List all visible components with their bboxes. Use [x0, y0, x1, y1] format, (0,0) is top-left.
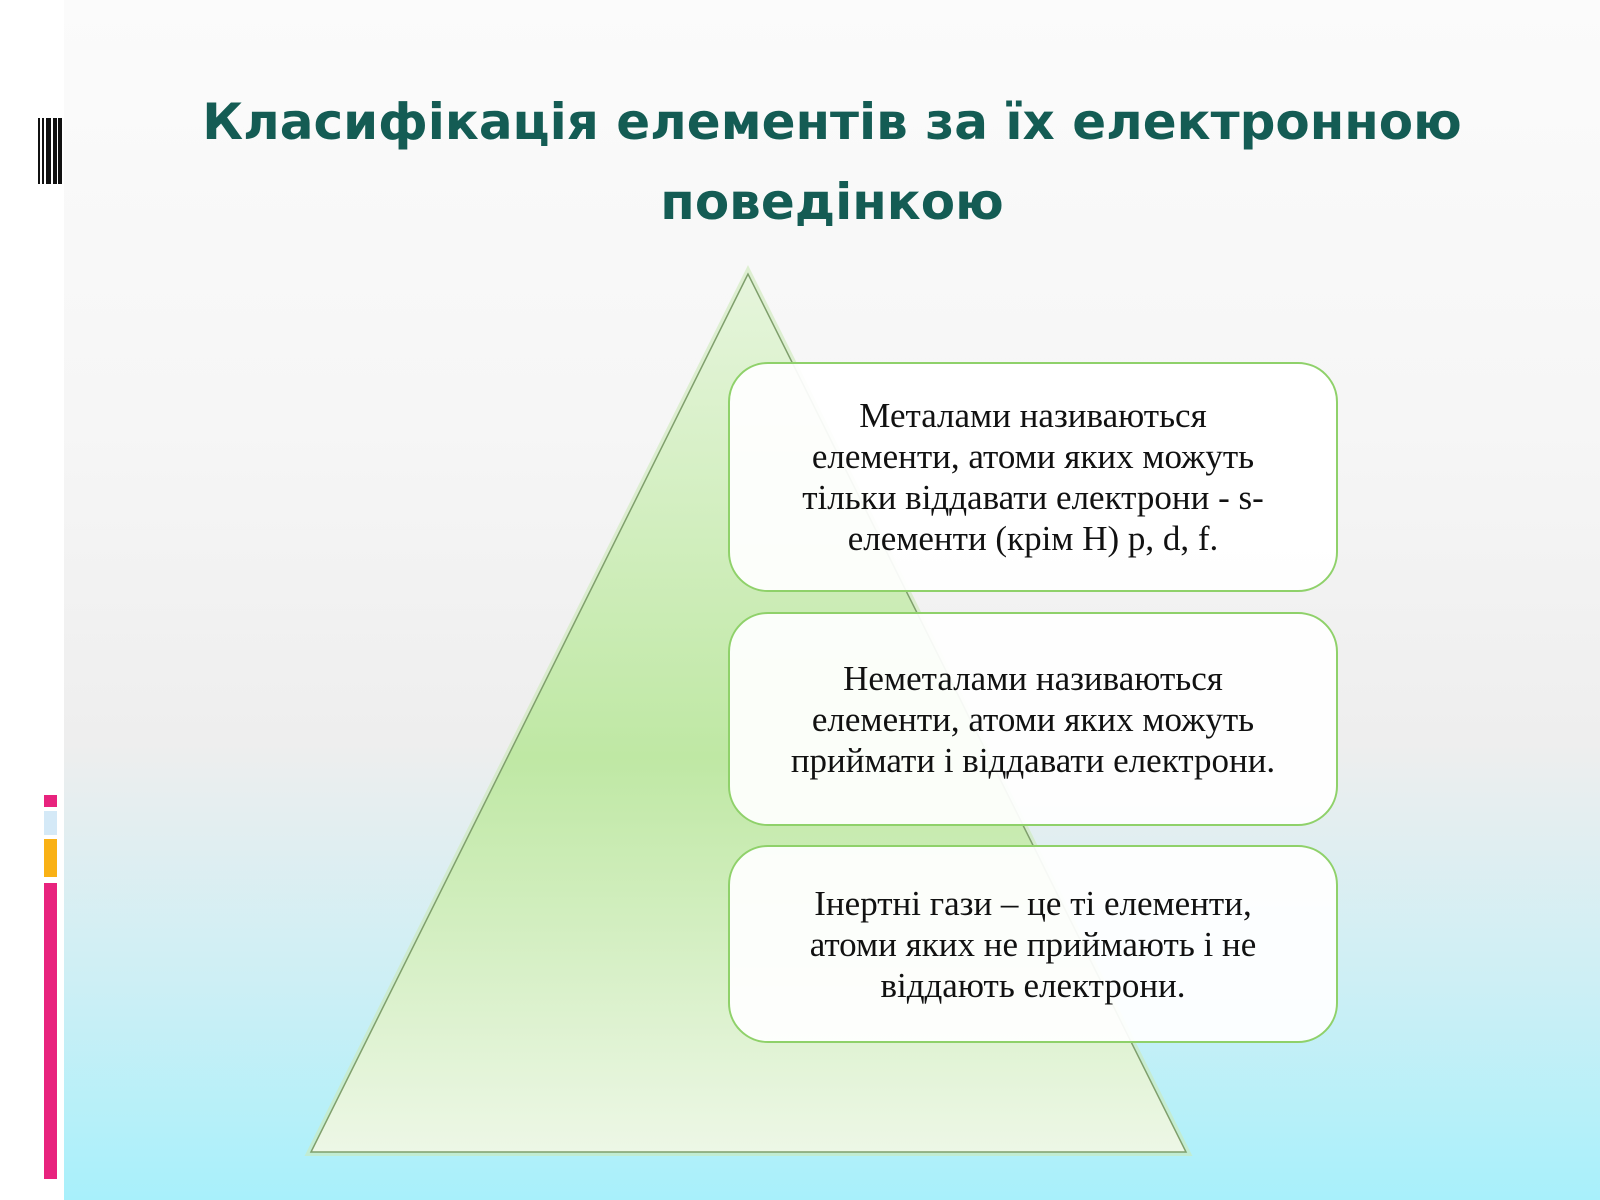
title-line-2: поведінкою [660, 173, 1004, 231]
box-inert-gases-text: Інертні гази – це ті елементи, атоми яких не приймають і не віддають електрони. [809, 883, 1257, 1005]
box-nonmetals [728, 612, 1338, 826]
box-nonmetals-text: Неметалами називаються елементи, атоми яких можуть приймати і віддавати електрони. [790, 658, 1276, 780]
box-metals-text: Металами називаються елементи, атоми яких можуть тільки віддавати електрони - s- елементи (крім Н) p, d, f. [802, 396, 1264, 558]
title-line-1: Класифікація елементів за їх електронною [202, 93, 1462, 151]
box-inert-gases [728, 845, 1338, 1043]
box-metals [728, 362, 1338, 592]
